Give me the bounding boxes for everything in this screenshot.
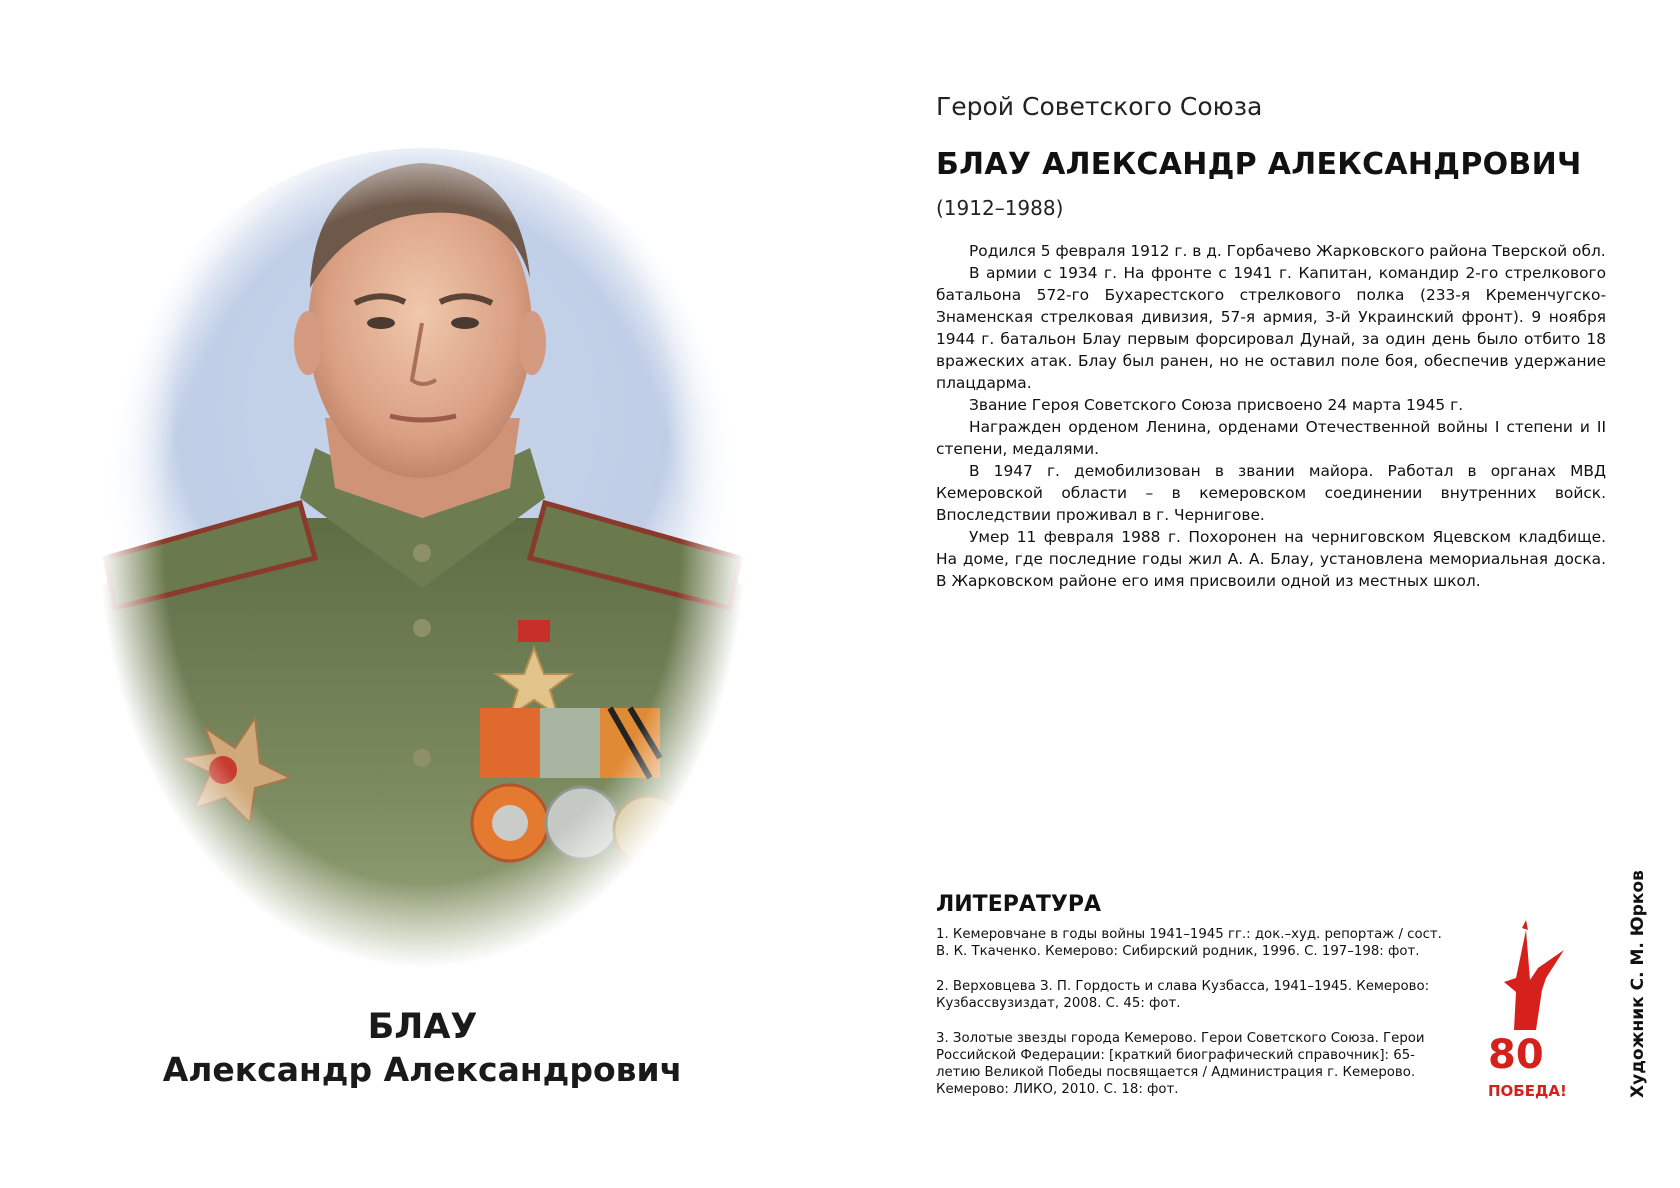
literature-item: 1. Кемеровчане в годы войны 1941–1945 гг.: док.–худ. репортаж / сост. В. К. Ткаченко. Кемерово: Сибирский родник, 1996. С. 197–198: фот.	[936, 927, 1442, 959]
logo-number: 80	[1488, 1032, 1544, 1078]
caption-surname: БЛАУ	[367, 1007, 478, 1047]
logo-text: ПОБЕДА!	[1488, 1082, 1567, 1100]
bio-paragraph: Звание Героя Советского Союза присвоено 24 марта 1945 г.	[969, 396, 1464, 414]
literature-heading: ЛИТЕРАТУРА	[936, 892, 1101, 917]
victory-80-logo	[1486, 920, 1570, 1104]
hero-title: Герой Советского Союза	[936, 92, 1263, 121]
bio-paragraph: В армии с 1934 г. На фронте с 1941 г. Капитан, командир 2-го стрелкового батальона 572-го Бухарестского стрелкового полка (233-я Кременчугско-Знаменская стрелковая дивизия, 57-я армия, 3-й Украинский фронт). 9 ноября 1944 г. батальон Блау первым форсировал Дунай, за один день было отбито 18 вражеских атак. Блау был ранен, но не оставил поле боя, обеспечив удержание плацдарма.	[936, 264, 1606, 392]
bio-paragraph: Родился 5 февраля 1912 г. в д. Горбачево Жарковского района Тверской обл.	[969, 242, 1606, 260]
bio-paragraph: Умер 11 февраля 1988 г. Похоронен на черниговском Яцевском кладбище. На доме, где последние годы жил А. А. Блау, установлена мемориальная доска. В Жарковском районе его имя присвоили одной из местных школ.	[936, 528, 1606, 590]
portrait-illustration	[100, 118, 745, 968]
portrait-caption	[100, 1006, 745, 1092]
literature-list	[936, 926, 1456, 1116]
hero-name-heading: БЛАУ АЛЕКСАНДР АЛЕКСАНДРОВИЧ	[936, 147, 1582, 182]
bio-paragraph: В 1947 г. демобилизован в звании майора. Работал в органах МВД Кемеровской области – в кемеровском соединении внутренних войск. Впоследствии проживал в г. Чернигове.	[936, 462, 1606, 524]
biography-text	[936, 240, 1606, 592]
bio-paragraph: Награжден орденом Ленина, орденами Отечественной войны I степени и II степени, медалями.	[936, 418, 1606, 458]
literature-item: 2. Верховцева З. П. Гордость и слава Кузбасса, 1941–1945. Кемерово: Кузбассвузиздат, 2008. С. 45: фот.	[936, 979, 1430, 1011]
caption-given-names: Александр Александрович	[162, 1050, 683, 1089]
artist-credit: Художник С. М. Юрков	[1628, 870, 1648, 1098]
literature-item: 3. Золотые звезды города Кемерово. Герои Советского Союза. Герои Российской Федерации: [краткий биографический справочник]: 65-летию Великой Победы посвящается / Администрация г. Кемерово. Кемерово: ЛИКО, 2010. С. 18: фот.	[936, 1031, 1425, 1097]
life-years: (1912–1988)	[936, 196, 1064, 220]
